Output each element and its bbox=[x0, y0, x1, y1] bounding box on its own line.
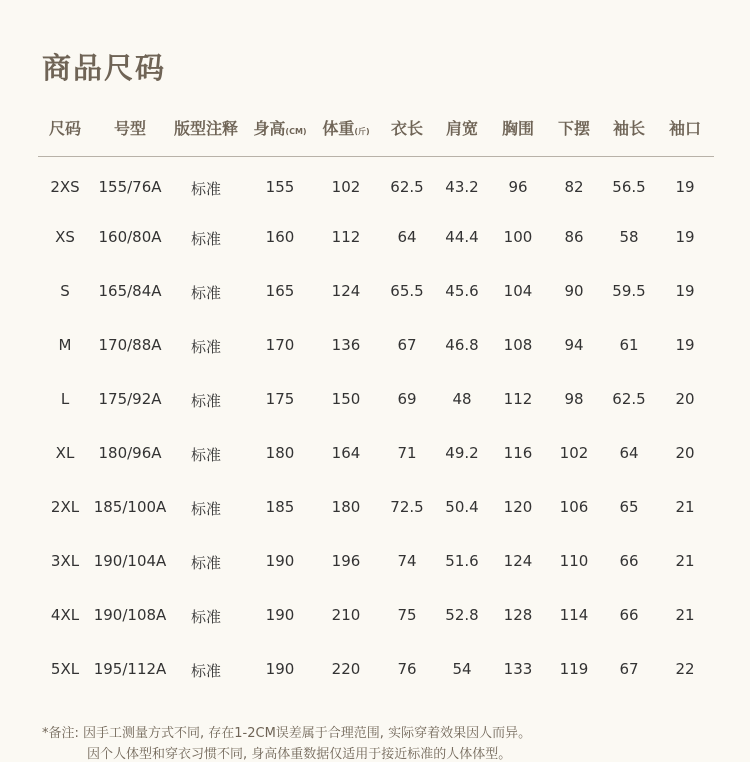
header-label: 袖长 bbox=[612, 119, 646, 138]
header-shoulder bbox=[446, 116, 478, 139]
header-label: 肩宽 bbox=[445, 119, 479, 138]
cell-hem: 106 bbox=[559, 498, 589, 516]
header-label: 袖口 bbox=[668, 119, 702, 138]
cell-sleeve-length: 61 bbox=[619, 336, 639, 354]
cell-hem: 90 bbox=[564, 282, 584, 300]
cell-hem: 98 bbox=[564, 390, 584, 408]
cell-weight: 136 bbox=[331, 336, 361, 354]
cell-shoulder: 48 bbox=[452, 390, 472, 408]
cell-shoulder: 44.4 bbox=[445, 228, 479, 246]
cell-height: 190 bbox=[265, 606, 295, 624]
cell-size: XL bbox=[55, 444, 75, 462]
cell-chest: 96 bbox=[508, 178, 528, 196]
cell-model: 175/92A bbox=[98, 390, 162, 408]
cell-length: 69 bbox=[397, 390, 417, 408]
cell-shoulder: 43.2 bbox=[445, 178, 479, 196]
cell-size: 3XL bbox=[50, 552, 80, 570]
cell-height: 175 bbox=[265, 390, 295, 408]
cell-model: 165/84A bbox=[98, 282, 162, 300]
header-fit bbox=[174, 116, 238, 139]
header-length bbox=[391, 116, 423, 139]
cell-shoulder: 45.6 bbox=[445, 282, 479, 300]
cell-sleeve-length: 65 bbox=[619, 498, 639, 516]
header-label: 衣长 bbox=[390, 119, 424, 138]
cell-size: L bbox=[60, 390, 70, 408]
cell-weight: 210 bbox=[331, 606, 361, 624]
table-row bbox=[0, 228, 750, 258]
cell-cuff: 21 bbox=[675, 498, 695, 516]
table-row bbox=[0, 498, 750, 528]
header-label: 版型注释 bbox=[173, 119, 239, 138]
cell-chest: 112 bbox=[503, 390, 533, 408]
cell-length: 72.5 bbox=[390, 498, 424, 516]
cell-chest: 128 bbox=[503, 606, 533, 624]
cell-size: XS bbox=[55, 228, 75, 246]
cell-weight: 112 bbox=[331, 228, 361, 246]
table-row bbox=[0, 444, 750, 474]
cell-shoulder: 49.2 bbox=[445, 444, 479, 462]
cell-shoulder: 54 bbox=[452, 660, 472, 678]
cell-cuff: 21 bbox=[675, 552, 695, 570]
table-row bbox=[0, 606, 750, 636]
header-label: 胸围 bbox=[501, 119, 535, 138]
cell-length: 64 bbox=[397, 228, 417, 246]
table-row bbox=[0, 390, 750, 420]
cell-sleeve-length: 62.5 bbox=[612, 390, 646, 408]
note-line-1: *备注: 因手工测量方式不同, 存在1-2CM误差属于合理范围, 实际穿着效果因人而异。 bbox=[42, 726, 532, 741]
cell-chest: 104 bbox=[503, 282, 533, 300]
cell-weight: 220 bbox=[331, 660, 361, 678]
cell-length: 76 bbox=[397, 660, 417, 678]
cell-hem: 82 bbox=[564, 178, 584, 196]
header-weight bbox=[322, 116, 369, 139]
cell-model: 185/100A bbox=[93, 498, 167, 516]
page-title: 商品尺码 bbox=[42, 51, 167, 85]
cell-fit: 标准 bbox=[190, 230, 222, 248]
cell-size: S bbox=[60, 282, 70, 300]
table-row bbox=[0, 660, 750, 690]
cell-size: 2XS bbox=[50, 178, 80, 196]
cell-hem: 110 bbox=[559, 552, 589, 570]
cell-cuff: 19 bbox=[675, 228, 695, 246]
cell-fit: 标准 bbox=[190, 446, 222, 464]
cell-cuff: 19 bbox=[675, 282, 695, 300]
cell-model: 155/76A bbox=[98, 178, 162, 196]
cell-shoulder: 46.8 bbox=[445, 336, 479, 354]
cell-sleeve-length: 64 bbox=[619, 444, 639, 462]
cell-model: 190/108A bbox=[93, 606, 167, 624]
cell-fit: 标准 bbox=[190, 500, 222, 518]
header-divider bbox=[38, 156, 714, 157]
header-label: 身高 bbox=[253, 119, 286, 138]
cell-cuff: 20 bbox=[675, 444, 695, 462]
cell-model: 190/104A bbox=[93, 552, 167, 570]
cell-chest: 120 bbox=[503, 498, 533, 516]
header-label: 下摆 bbox=[557, 119, 591, 138]
cell-hem: 94 bbox=[564, 336, 584, 354]
cell-weight: 150 bbox=[331, 390, 361, 408]
cell-weight: 102 bbox=[331, 178, 361, 196]
cell-model: 160/80A bbox=[98, 228, 162, 246]
cell-fit: 标准 bbox=[190, 662, 222, 680]
note-line-2: 因个人体型和穿衣习惯不同, 身高体重数据仅适用于接近标准的人体体型。 bbox=[87, 747, 512, 762]
cell-size: 5XL bbox=[50, 660, 80, 678]
cell-model: 180/96A bbox=[98, 444, 162, 462]
header-label: 号型 bbox=[113, 119, 147, 138]
header-chest bbox=[502, 116, 534, 139]
cell-fit: 标准 bbox=[190, 338, 222, 356]
table-row bbox=[0, 552, 750, 582]
table-row bbox=[0, 178, 750, 208]
cell-hem: 114 bbox=[559, 606, 589, 624]
cell-length: 75 bbox=[397, 606, 417, 624]
cell-weight: 180 bbox=[331, 498, 361, 516]
header-label: 尺码 bbox=[48, 119, 82, 138]
size-table-header bbox=[38, 116, 714, 152]
cell-height: 190 bbox=[265, 660, 295, 678]
header-sleeve-length bbox=[613, 116, 645, 139]
cell-cuff: 21 bbox=[675, 606, 695, 624]
cell-cuff: 19 bbox=[675, 336, 695, 354]
cell-fit: 标准 bbox=[190, 180, 222, 198]
cell-sleeve-length: 58 bbox=[619, 228, 639, 246]
cell-sleeve-length: 59.5 bbox=[612, 282, 646, 300]
cell-sleeve-length: 67 bbox=[619, 660, 639, 678]
cell-hem: 86 bbox=[564, 228, 584, 246]
cell-length: 65.5 bbox=[390, 282, 424, 300]
header-model bbox=[114, 116, 146, 139]
cell-sleeve-length: 66 bbox=[619, 606, 639, 624]
cell-size: M bbox=[58, 336, 72, 354]
cell-height: 165 bbox=[265, 282, 295, 300]
cell-height: 180 bbox=[265, 444, 295, 462]
cell-height: 185 bbox=[265, 498, 295, 516]
cell-shoulder: 52.8 bbox=[445, 606, 479, 624]
cell-cuff: 22 bbox=[675, 660, 695, 678]
cell-height: 170 bbox=[265, 336, 295, 354]
cell-length: 74 bbox=[397, 552, 417, 570]
cell-fit: 标准 bbox=[190, 392, 222, 410]
cell-shoulder: 51.6 bbox=[445, 552, 479, 570]
header-hem bbox=[558, 116, 590, 139]
cell-size: 4XL bbox=[50, 606, 80, 624]
header-label: 体重 bbox=[322, 119, 355, 138]
cell-length: 71 bbox=[397, 444, 417, 462]
cell-height: 155 bbox=[265, 178, 295, 196]
cell-length: 62.5 bbox=[390, 178, 424, 196]
header-size bbox=[49, 116, 81, 139]
cell-chest: 133 bbox=[503, 660, 533, 678]
cell-shoulder: 50.4 bbox=[445, 498, 479, 516]
cell-cuff: 19 bbox=[675, 178, 695, 196]
cell-model: 170/88A bbox=[98, 336, 162, 354]
cell-height: 160 bbox=[265, 228, 295, 246]
cell-hem: 119 bbox=[559, 660, 589, 678]
cell-chest: 100 bbox=[503, 228, 533, 246]
cell-length: 67 bbox=[397, 336, 417, 354]
cell-chest: 124 bbox=[503, 552, 533, 570]
header-unit: (CM) bbox=[285, 127, 307, 136]
table-row bbox=[0, 282, 750, 312]
cell-height: 190 bbox=[265, 552, 295, 570]
header-height bbox=[253, 116, 306, 139]
cell-chest: 108 bbox=[503, 336, 533, 354]
cell-weight: 196 bbox=[331, 552, 361, 570]
header-unit: (斤) bbox=[354, 127, 370, 136]
cell-fit: 标准 bbox=[190, 554, 222, 572]
cell-weight: 164 bbox=[331, 444, 361, 462]
cell-sleeve-length: 56.5 bbox=[612, 178, 646, 196]
cell-weight: 124 bbox=[331, 282, 361, 300]
cell-hem: 102 bbox=[559, 444, 589, 462]
cell-model: 195/112A bbox=[93, 660, 167, 678]
cell-chest: 116 bbox=[503, 444, 533, 462]
cell-size: 2XL bbox=[50, 498, 80, 516]
header-cuff bbox=[669, 116, 701, 139]
cell-sleeve-length: 66 bbox=[619, 552, 639, 570]
table-row bbox=[0, 336, 750, 366]
cell-fit: 标准 bbox=[190, 608, 222, 626]
cell-fit: 标准 bbox=[190, 284, 222, 302]
cell-cuff: 20 bbox=[675, 390, 695, 408]
